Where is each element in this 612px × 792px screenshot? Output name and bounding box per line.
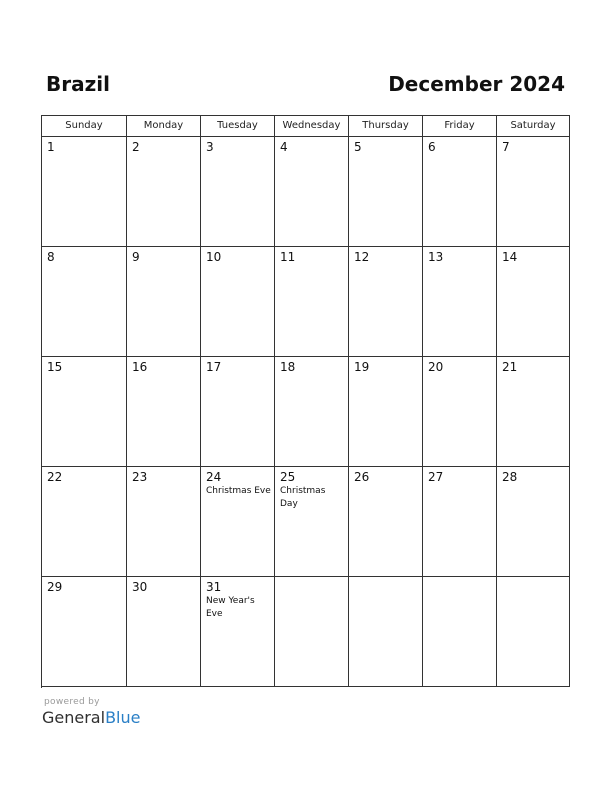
brand-blue: Blue	[105, 708, 141, 727]
day-cell	[201, 357, 275, 467]
country-title: Brazil	[46, 72, 110, 96]
brand-general: General	[42, 708, 106, 727]
day-number: 3	[206, 140, 214, 154]
holiday-label: Christmas Day	[280, 486, 326, 509]
day-cell-empty	[423, 577, 497, 687]
day-cell	[42, 467, 127, 577]
day-number: 1	[47, 140, 55, 154]
month-year-title: December 2024	[388, 72, 565, 96]
day-cell	[275, 357, 349, 467]
day-cell	[127, 247, 201, 357]
holiday-label: New Year's Eve	[206, 596, 255, 619]
day-cell	[127, 577, 201, 687]
day-cell	[349, 467, 423, 577]
weekday-thursday: Thursday	[349, 116, 423, 137]
day-number: 14	[502, 250, 518, 264]
day-cell	[275, 137, 349, 247]
day-number: 21	[502, 360, 518, 374]
day-cell	[42, 247, 127, 357]
day-cell	[42, 577, 127, 687]
day-cell	[497, 247, 570, 357]
day-number: 9	[132, 250, 140, 264]
weekday-saturday: Saturday	[497, 116, 570, 137]
day-number: 8	[47, 250, 55, 264]
day-number: 25	[280, 470, 296, 484]
day-number: 18	[280, 360, 296, 374]
day-cell	[497, 137, 570, 247]
day-number: 6	[428, 140, 436, 154]
day-cell	[423, 467, 497, 577]
weekday-sunday: Sunday	[42, 116, 127, 137]
powered-by-text: powered by	[44, 697, 100, 707]
generalblue-logo[interactable]	[42, 708, 140, 728]
day-number: 12	[354, 250, 370, 264]
weekday-friday: Friday	[423, 116, 497, 137]
day-cell	[201, 137, 275, 247]
day-number: 17	[206, 360, 222, 374]
day-number: 7	[502, 140, 510, 154]
day-number: 4	[280, 140, 288, 154]
day-number: 19	[354, 360, 370, 374]
day-cell-empty	[497, 577, 570, 687]
day-number: 24	[206, 470, 222, 484]
day-number: 13	[428, 250, 444, 264]
day-number: 10	[206, 250, 222, 264]
day-cell-empty	[349, 577, 423, 687]
day-number: 2	[132, 140, 140, 154]
weekday-tuesday: Tuesday	[201, 116, 275, 137]
day-cell	[349, 357, 423, 467]
day-number: 22	[47, 470, 63, 484]
day-cell	[127, 467, 201, 577]
day-cell	[201, 577, 275, 687]
day-cell	[127, 357, 201, 467]
day-number: 26	[354, 470, 370, 484]
day-number: 16	[132, 360, 148, 374]
day-cell	[423, 137, 497, 247]
day-number: 31	[206, 580, 222, 594]
day-number: 27	[428, 470, 444, 484]
day-cell	[127, 137, 201, 247]
day-cell-empty	[275, 577, 349, 687]
day-cell	[275, 247, 349, 357]
day-number: 15	[47, 360, 63, 374]
day-cell	[275, 467, 349, 577]
holiday-label: Christmas Eve	[206, 486, 271, 496]
weekday-wednesday: Wednesday	[275, 116, 349, 137]
day-cell	[42, 137, 127, 247]
day-number: 28	[502, 470, 518, 484]
day-number: 23	[132, 470, 148, 484]
day-cell	[423, 357, 497, 467]
day-number: 29	[47, 580, 63, 594]
day-number: 20	[428, 360, 444, 374]
day-number: 5	[354, 140, 362, 154]
day-cell	[423, 247, 497, 357]
day-cell	[349, 137, 423, 247]
day-number: 30	[132, 580, 148, 594]
day-cell	[201, 467, 275, 577]
day-cell	[497, 357, 570, 467]
day-cell	[349, 247, 423, 357]
calendar-grid	[41, 115, 570, 688]
day-number: 11	[280, 250, 296, 264]
day-cell	[497, 467, 570, 577]
weekday-monday: Monday	[127, 116, 201, 137]
day-cell	[42, 357, 127, 467]
day-cell	[201, 247, 275, 357]
